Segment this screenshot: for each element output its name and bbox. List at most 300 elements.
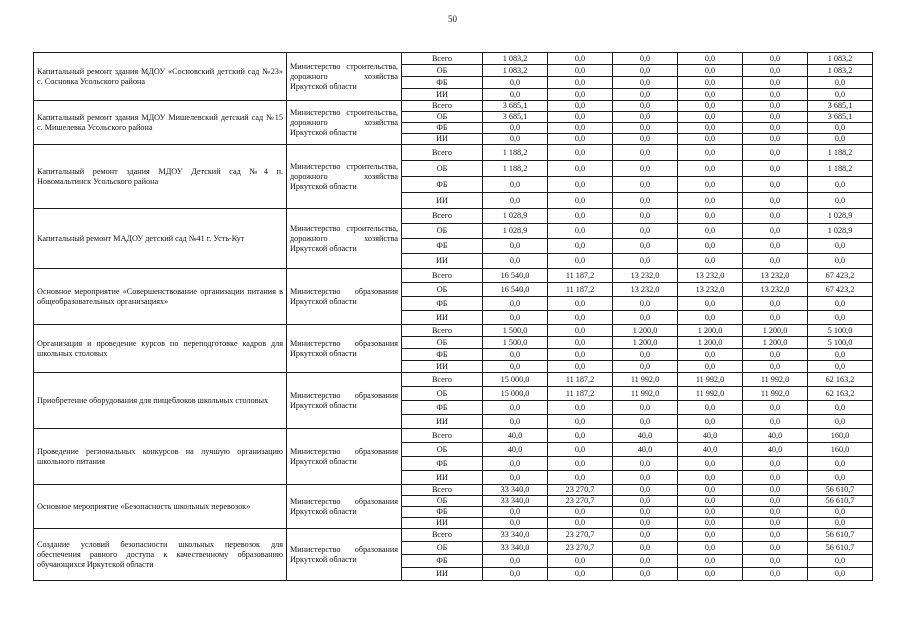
total-value: 0,0: [808, 507, 873, 518]
total-value: 0,0: [808, 361, 873, 373]
year-value: 0,0: [678, 65, 743, 77]
year-value: 0,0: [613, 65, 678, 77]
year-value: 0,0: [678, 254, 743, 269]
year-value: 0,0: [483, 361, 548, 373]
year-value: 1 083,2: [483, 53, 548, 65]
year-value: 0,0: [678, 485, 743, 496]
year-value: 0,0: [613, 401, 678, 415]
total-value: 160,0: [808, 429, 873, 443]
year-value: 1 188,2: [483, 145, 548, 161]
funding-source: ФБ: [402, 349, 483, 361]
year-value: 0,0: [743, 542, 808, 555]
year-value: 11 992,0: [613, 373, 678, 387]
year-value: 11 992,0: [743, 387, 808, 401]
total-value: 0,0: [808, 239, 873, 254]
year-value: 11 187,2: [548, 283, 613, 297]
year-value: 0,0: [548, 224, 613, 239]
year-value: 0,0: [613, 507, 678, 518]
total-value: 56 610,7: [808, 485, 873, 496]
year-value: 0,0: [548, 325, 613, 337]
year-value: 0,0: [483, 134, 548, 145]
year-value: 16 540,0: [483, 269, 548, 283]
year-value: 0,0: [483, 123, 548, 134]
year-value: 0,0: [743, 415, 808, 429]
year-value: 0,0: [613, 555, 678, 568]
year-value: 1 028,9: [483, 209, 548, 224]
year-value: 0,0: [678, 145, 743, 161]
executor-name: Министерство образования Иркутской области: [287, 429, 402, 485]
year-value: 0,0: [548, 349, 613, 361]
year-value: 0,0: [743, 401, 808, 415]
total-value: 0,0: [808, 177, 873, 193]
year-value: 40,0: [613, 429, 678, 443]
year-value: 0,0: [613, 361, 678, 373]
year-value: 0,0: [483, 89, 548, 101]
year-value: 0,0: [743, 568, 808, 581]
funding-source: ИИ: [402, 568, 483, 581]
total-value: 0,0: [808, 89, 873, 101]
funding-source: ОБ: [402, 337, 483, 349]
total-value: 1 188,2: [808, 145, 873, 161]
year-value: 0,0: [483, 568, 548, 581]
year-value: 11 992,0: [613, 387, 678, 401]
table-row: [34, 269, 873, 283]
year-value: 0,0: [613, 177, 678, 193]
year-value: 0,0: [678, 471, 743, 485]
year-value: 13 232,0: [678, 283, 743, 297]
year-value: 0,0: [548, 457, 613, 471]
year-value: 0,0: [678, 496, 743, 507]
year-value: 0,0: [548, 254, 613, 269]
table-row: [34, 429, 873, 443]
year-value: 0,0: [613, 239, 678, 254]
funding-source: Всего: [402, 325, 483, 337]
year-value: 0,0: [743, 496, 808, 507]
funding-source: ОБ: [402, 387, 483, 401]
total-value: 67 423,2: [808, 283, 873, 297]
table-row: [34, 325, 873, 337]
year-value: 0,0: [743, 134, 808, 145]
total-value: 56 610,7: [808, 542, 873, 555]
funding-source: ИИ: [402, 134, 483, 145]
year-value: 0,0: [613, 297, 678, 311]
year-value: 0,0: [548, 193, 613, 209]
funding-source: ИИ: [402, 193, 483, 209]
year-value: 1 083,2: [483, 65, 548, 77]
year-value: 0,0: [678, 311, 743, 325]
year-value: 0,0: [743, 507, 808, 518]
year-value: 0,0: [548, 568, 613, 581]
year-value: 40,0: [483, 429, 548, 443]
activity-name: Проведение региональных конкурсов на лучшую организацию школьного питания: [34, 429, 287, 485]
year-value: 0,0: [678, 193, 743, 209]
year-value: 15 000,0: [483, 373, 548, 387]
funding-source: ФБ: [402, 457, 483, 471]
year-value: 1 200,0: [678, 337, 743, 349]
year-value: 0,0: [483, 518, 548, 529]
total-value: 0,0: [808, 77, 873, 89]
activity-name: Капитальный ремонт МАДОУ детский сад №41 г. Усть-Кут: [34, 209, 287, 269]
year-value: 0,0: [548, 209, 613, 224]
year-value: 0,0: [613, 209, 678, 224]
funding-source: ИИ: [402, 415, 483, 429]
table-row: [34, 53, 873, 65]
year-value: 0,0: [483, 555, 548, 568]
total-value: 5 100,0: [808, 325, 873, 337]
year-value: 0,0: [678, 134, 743, 145]
year-value: 0,0: [613, 415, 678, 429]
year-value: 0,0: [548, 337, 613, 349]
year-value: 0,0: [743, 177, 808, 193]
year-value: 13 232,0: [613, 283, 678, 297]
year-value: 0,0: [613, 529, 678, 542]
year-value: 1 500,0: [483, 325, 548, 337]
funding-source: ФБ: [402, 77, 483, 89]
year-value: 0,0: [483, 401, 548, 415]
year-value: 0,0: [613, 254, 678, 269]
year-value: 0,0: [743, 297, 808, 311]
total-value: 0,0: [808, 555, 873, 568]
year-value: 0,0: [548, 134, 613, 145]
funding-source: Всего: [402, 529, 483, 542]
total-value: 0,0: [808, 568, 873, 581]
year-value: 0,0: [678, 112, 743, 123]
total-value: 3 685,1: [808, 112, 873, 123]
total-value: 1 028,9: [808, 209, 873, 224]
page-number: 50: [448, 14, 457, 24]
year-value: 0,0: [548, 123, 613, 134]
year-value: 0,0: [613, 224, 678, 239]
total-value: 67 423,2: [808, 269, 873, 283]
year-value: 0,0: [548, 361, 613, 373]
year-value: 13 232,0: [678, 269, 743, 283]
year-value: 0,0: [678, 568, 743, 581]
year-value: 0,0: [613, 145, 678, 161]
total-value: 1 028,9: [808, 224, 873, 239]
total-value: 56 610,7: [808, 496, 873, 507]
year-value: 1 200,0: [678, 325, 743, 337]
year-value: 0,0: [548, 177, 613, 193]
total-value: 0,0: [808, 401, 873, 415]
year-value: 23 270,7: [548, 496, 613, 507]
funding-source: ИИ: [402, 518, 483, 529]
year-value: 0,0: [678, 349, 743, 361]
total-value: 0,0: [808, 297, 873, 311]
year-value: 0,0: [678, 457, 743, 471]
year-value: 0,0: [483, 254, 548, 269]
activity-name: Приобретение оборудования для пищеблоков школьных столовых: [34, 373, 287, 429]
executor-name: Министерство образования Иркутской области: [287, 325, 402, 373]
year-value: 0,0: [678, 415, 743, 429]
year-value: 0,0: [548, 471, 613, 485]
year-value: 0,0: [743, 457, 808, 471]
year-value: 0,0: [743, 145, 808, 161]
year-value: 0,0: [678, 239, 743, 254]
year-value: 0,0: [548, 507, 613, 518]
year-value: 0,0: [743, 471, 808, 485]
year-value: 0,0: [743, 555, 808, 568]
year-value: 11 992,0: [678, 387, 743, 401]
year-value: 0,0: [743, 349, 808, 361]
year-value: 0,0: [548, 401, 613, 415]
year-value: 0,0: [678, 77, 743, 89]
year-value: 0,0: [548, 145, 613, 161]
funding-source: ФБ: [402, 297, 483, 311]
year-value: 0,0: [548, 65, 613, 77]
total-value: 0,0: [808, 457, 873, 471]
funding-source: Всего: [402, 429, 483, 443]
funding-source: ФБ: [402, 555, 483, 568]
year-value: 33 340,0: [483, 496, 548, 507]
activity-name: Основное мероприятие «Совершенствование организации питания в общеобразовательных организациях»: [34, 269, 287, 325]
year-value: 23 270,7: [548, 485, 613, 496]
year-value: 0,0: [743, 193, 808, 209]
year-value: 0,0: [743, 485, 808, 496]
year-value: 0,0: [548, 415, 613, 429]
executor-name: Министерство строительства, дорожного хозяйства Иркутской области: [287, 53, 402, 101]
year-value: 13 232,0: [613, 269, 678, 283]
year-value: 0,0: [743, 518, 808, 529]
year-value: 11 187,2: [548, 387, 613, 401]
funding-source: ИИ: [402, 311, 483, 325]
funding-source: ОБ: [402, 496, 483, 507]
year-value: 3 685,1: [483, 112, 548, 123]
year-value: 0,0: [483, 77, 548, 89]
funding-source: ФБ: [402, 123, 483, 134]
activity-name: Капитальный ремонт здания МДОУ Мишелевский детский сад №15 с. Мишелевка Усольского района: [34, 101, 287, 145]
funding-source: ОБ: [402, 112, 483, 123]
total-value: 5 100,0: [808, 337, 873, 349]
activity-name: Создание условий безопасности школьных перевозок для обеспечения равного доступа к качественному образованию обучающихся Иркутской области: [34, 529, 287, 581]
year-value: 1 188,2: [483, 161, 548, 177]
year-value: 0,0: [548, 101, 613, 112]
year-value: 0,0: [678, 101, 743, 112]
year-value: 0,0: [613, 485, 678, 496]
funding-source: ИИ: [402, 254, 483, 269]
funding-source: ИИ: [402, 361, 483, 373]
year-value: 0,0: [548, 311, 613, 325]
year-value: 23 270,7: [548, 542, 613, 555]
year-value: 0,0: [483, 507, 548, 518]
year-value: 0,0: [548, 161, 613, 177]
total-value: 3 685,1: [808, 101, 873, 112]
year-value: 11 992,0: [743, 373, 808, 387]
year-value: 0,0: [548, 77, 613, 89]
year-value: 0,0: [743, 224, 808, 239]
year-value: 0,0: [743, 254, 808, 269]
year-value: 0,0: [548, 555, 613, 568]
year-value: 3 685,1: [483, 101, 548, 112]
year-value: 0,0: [678, 177, 743, 193]
year-value: 0,0: [678, 224, 743, 239]
year-value: 0,0: [613, 542, 678, 555]
year-value: 23 270,7: [548, 529, 613, 542]
year-value: 0,0: [678, 297, 743, 311]
year-value: 0,0: [548, 89, 613, 101]
year-value: 0,0: [548, 518, 613, 529]
year-value: 11 992,0: [678, 373, 743, 387]
activity-name: Организация и проведение курсов по переподготовке кадров для школьных столовых: [34, 325, 287, 373]
year-value: 0,0: [483, 193, 548, 209]
year-value: 1 500,0: [483, 337, 548, 349]
year-value: 40,0: [483, 443, 548, 457]
year-value: 0,0: [743, 112, 808, 123]
year-value: 0,0: [613, 518, 678, 529]
funding-source: ОБ: [402, 65, 483, 77]
year-value: 0,0: [743, 65, 808, 77]
total-value: 0,0: [808, 518, 873, 529]
year-value: 1 200,0: [613, 337, 678, 349]
year-value: 0,0: [743, 89, 808, 101]
year-value: 0,0: [548, 112, 613, 123]
funding-source: ОБ: [402, 224, 483, 239]
funding-source: ФБ: [402, 239, 483, 254]
year-value: 16 540,0: [483, 283, 548, 297]
year-value: 0,0: [743, 101, 808, 112]
year-value: 0,0: [678, 529, 743, 542]
year-value: 40,0: [678, 429, 743, 443]
table-row: [34, 373, 873, 387]
year-value: 40,0: [613, 443, 678, 457]
year-value: 0,0: [548, 239, 613, 254]
year-value: 0,0: [743, 161, 808, 177]
year-value: 40,0: [743, 443, 808, 457]
executor-name: Министерство строительства, дорожного хозяйства Иркутской области: [287, 101, 402, 145]
total-value: 0,0: [808, 254, 873, 269]
year-value: 15 000,0: [483, 387, 548, 401]
year-value: 0,0: [743, 311, 808, 325]
year-value: 0,0: [613, 53, 678, 65]
year-value: 0,0: [483, 297, 548, 311]
year-value: 0,0: [483, 457, 548, 471]
year-value: 0,0: [613, 123, 678, 134]
year-value: 0,0: [613, 161, 678, 177]
year-value: 0,0: [678, 401, 743, 415]
year-value: 0,0: [613, 311, 678, 325]
table-row: [34, 145, 873, 161]
year-value: 0,0: [678, 89, 743, 101]
year-value: 40,0: [743, 429, 808, 443]
year-value: 0,0: [613, 471, 678, 485]
year-value: 33 340,0: [483, 485, 548, 496]
year-value: 1 200,0: [743, 325, 808, 337]
year-value: 1 200,0: [743, 337, 808, 349]
executor-name: Министерство строительства, дорожного хозяйства Иркутской области: [287, 209, 402, 269]
year-value: 0,0: [548, 297, 613, 311]
year-value: 11 187,2: [548, 373, 613, 387]
year-value: 0,0: [678, 161, 743, 177]
year-value: 0,0: [483, 349, 548, 361]
executor-name: Министерство образования Иркутской области: [287, 485, 402, 529]
year-value: 0,0: [743, 209, 808, 224]
year-value: 0,0: [678, 518, 743, 529]
year-value: 11 187,2: [548, 269, 613, 283]
year-value: 0,0: [548, 429, 613, 443]
funding-source: ФБ: [402, 177, 483, 193]
funding-source: ИИ: [402, 89, 483, 101]
year-value: 0,0: [613, 77, 678, 89]
total-value: 56 610,7: [808, 529, 873, 542]
year-value: 0,0: [613, 101, 678, 112]
activity-name: Капитальный ремонт здания МДОУ Детский сад №4 п. Новомальтинск Усольского района: [34, 145, 287, 209]
total-value: 0,0: [808, 471, 873, 485]
total-value: 62 163,2: [808, 373, 873, 387]
activity-name: Основное мероприятие «Безопасность школьных перевозок»: [34, 485, 287, 529]
total-value: 0,0: [808, 123, 873, 134]
table-row: [34, 101, 873, 112]
table-row: [34, 485, 873, 496]
total-value: 0,0: [808, 193, 873, 209]
year-value: 0,0: [483, 415, 548, 429]
funding-source: Всего: [402, 373, 483, 387]
year-value: 0,0: [678, 507, 743, 518]
funding-source: Всего: [402, 209, 483, 224]
year-value: 1 200,0: [613, 325, 678, 337]
total-value: 0,0: [808, 134, 873, 145]
table-row: [34, 209, 873, 224]
funding-source: ФБ: [402, 507, 483, 518]
year-value: 13 232,0: [743, 283, 808, 297]
total-value: 62 163,2: [808, 387, 873, 401]
funding-source: Всего: [402, 145, 483, 161]
year-value: 0,0: [743, 53, 808, 65]
year-value: 0,0: [678, 123, 743, 134]
total-value: 1 188,2: [808, 161, 873, 177]
total-value: 0,0: [808, 311, 873, 325]
year-value: 0,0: [743, 529, 808, 542]
total-value: 160,0: [808, 443, 873, 457]
year-value: 0,0: [483, 177, 548, 193]
year-value: 40,0: [678, 443, 743, 457]
year-value: 33 340,0: [483, 542, 548, 555]
funding-source: ФБ: [402, 401, 483, 415]
year-value: 0,0: [548, 53, 613, 65]
year-value: 0,0: [678, 555, 743, 568]
year-value: 0,0: [613, 134, 678, 145]
year-value: 0,0: [743, 123, 808, 134]
year-value: 33 340,0: [483, 529, 548, 542]
year-value: 0,0: [548, 443, 613, 457]
year-value: 0,0: [613, 112, 678, 123]
year-value: 13 232,0: [743, 269, 808, 283]
year-value: 0,0: [613, 568, 678, 581]
funding-source: Всего: [402, 269, 483, 283]
funding-table: [33, 52, 873, 581]
year-value: 0,0: [613, 89, 678, 101]
total-value: 1 083,2: [808, 53, 873, 65]
total-value: 0,0: [808, 349, 873, 361]
year-value: 0,0: [678, 542, 743, 555]
executor-name: Министерство образования Иркутской области: [287, 373, 402, 429]
year-value: 0,0: [678, 209, 743, 224]
funding-source: ИИ: [402, 471, 483, 485]
year-value: 0,0: [613, 457, 678, 471]
funding-source: Всего: [402, 101, 483, 112]
executor-name: Министерство образования Иркутской области: [287, 529, 402, 581]
funding-source: ОБ: [402, 161, 483, 177]
year-value: 0,0: [483, 311, 548, 325]
total-value: 1 083,2: [808, 65, 873, 77]
year-value: 0,0: [613, 349, 678, 361]
funding-source: Всего: [402, 485, 483, 496]
executor-name: Министерство строительства, дорожного хозяйства Иркутской области: [287, 145, 402, 209]
year-value: 0,0: [483, 239, 548, 254]
funding-source: ОБ: [402, 542, 483, 555]
year-value: 0,0: [743, 239, 808, 254]
funding-source: ОБ: [402, 443, 483, 457]
year-value: 0,0: [613, 496, 678, 507]
year-value: 0,0: [678, 53, 743, 65]
